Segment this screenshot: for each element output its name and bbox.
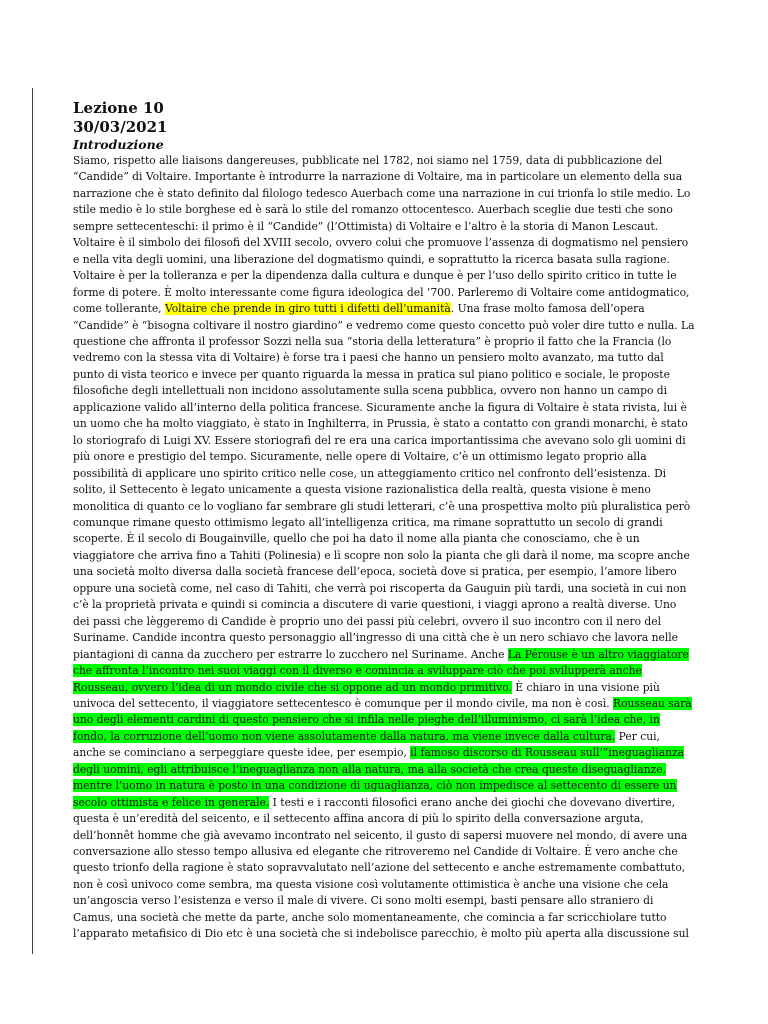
text-run: Siamo, rispetto alle liaisons dangereuses, pubblicate nel 1782, noi siamo nel 1759, data di pubblicazione del [73, 154, 663, 167]
text-line [73, 778, 729, 794]
text-run: viaggiatore che arriva fino a Tahiti (Polinesia) e lì scopre non solo la pianta che gli darà il nome, ma scopre anche [73, 548, 690, 562]
text-line [73, 893, 729, 909]
text-run: scoperte. È il secolo di Bougainville, quello che poi ha dato il nome alla pianta che conosciamo, che è un [73, 532, 640, 546]
highlighted-text-green: Rousseau sarà [613, 696, 692, 710]
text-line [73, 680, 729, 696]
text-line [73, 219, 729, 235]
text-run: una società molto diversa dalla società francese dell’epoca, società dove si pratica, per esempio, l’amore libero [73, 565, 677, 579]
text-run: lo storiografo di Luigi XV. Essere storiografi del re era una carica importantissima che avevano solo gli uomini di [73, 433, 686, 447]
text-run: . Una frase molto famosa dell’opera [450, 302, 645, 316]
text-run: applicazione valido all’interno della politica francese. Sicuramente anche la figura di Voltaire è stata rivista, lui è [73, 400, 687, 414]
text-run: Suriname. Candide incontra questo personaggio all’ingresso di una città che è un nero schiavo che lavora nelle [73, 631, 678, 645]
text-line [73, 811, 729, 827]
highlighted-text-green: fondo, la corruzione dell’uomo non viene assolutamente dalla natura, ma viene invece dalla cultura. [73, 729, 616, 743]
text-line [73, 433, 729, 449]
text-run: Camus, una società che mette da parte, anche solo momentaneamente, che comincia a far scricchiolare tutto [73, 910, 667, 924]
text-run: stile medio è lo stile borghese ed è sarà lo stile del romanzo ottocentesco. Auerbach sceglie due testi che sono [73, 203, 673, 217]
highlighted-text-green: degli uomini, egli attribuisce l’ineguaglianza non alla natura, ma alla società che crea queste diseguaglianze, [73, 762, 666, 776]
text-run: oppure una società come, nel caso di Tahiti, che verrà poi riscoperta da Gauguin più tardi, una società in cui non [73, 581, 687, 595]
text-line [73, 647, 729, 663]
text-run: “Candide” è “bisogna coltivare il nostro giardino” e vedremo come questo concetto può voler dire tutto e nulla. La [73, 318, 695, 332]
text-line [73, 910, 729, 926]
text-line [73, 515, 729, 531]
text-line [73, 416, 729, 432]
text-line [73, 153, 729, 169]
text-run: un’angoscia verso l’esistenza e verso il male di vivere. Ci sono molti esempi, basti pensare allo straniero di [73, 894, 654, 908]
text-run: Voltaire è il simbolo dei filosofi del XVIII secolo, ovvero colui che promuove l’assenza di dogmatismo nel pensiero [73, 236, 689, 250]
text-line [73, 828, 729, 844]
text-run: vedremo con la stessa vita di Voltaire) è forse tra i paesi che hanno un pensiero molto avanzato, ma tutto dal [73, 351, 664, 365]
text-run: questo trionfo della ragione è stato sopravvalutato nell’azione del settecento e anche estremamente combattuto, [73, 861, 686, 875]
text-run: solito, il Settecento è legato unicamente a questa visione razionalistica della realtà, questa visione è meno [73, 483, 651, 497]
text-run: “Candide” di Voltaire. Importante è introdurre la narrazione di Voltaire, ma in particolare un elemento della sua [73, 170, 683, 184]
text-run: l’apparato metafisico di Dio etc è una società che si indebolisce parecchio, è molto più aperta alla discussione sul [73, 927, 689, 941]
text-line [73, 367, 729, 383]
text-line [73, 285, 729, 301]
text-line [73, 663, 729, 679]
text-line [73, 449, 729, 465]
text-line [73, 581, 729, 597]
text-run: filosofiche degli intellettuali non incidono assolutamente sulla scena pubblica, ovvero non hanno un campo di [73, 384, 668, 398]
text-run: monolitica di quanto ce lo vogliano far sembrare gli studi letterari, c’è una prospettiva molto più pluralistica però [73, 499, 691, 513]
text-run: questa è un’eredità del seicento, e il settecento affina ancora di più lo spirito della conversazione arguta, [73, 812, 644, 826]
text-run: anche se cominciano a serpeggiare queste idee, per esempio, [73, 746, 411, 760]
document-content [73, 99, 729, 943]
text-run: I testi e i racconti filosofici erano anche dei giochi che dovevano divertire, [269, 795, 676, 809]
text-run: punto di vista teorico e invece per quanto riguarda la messa in pratica sul piano politico e sociale, le proposte [73, 367, 670, 381]
text-run: Per cui, [615, 729, 660, 743]
text-run: narrazione che è stato definito dal filologo tedesco Auerbach come una narrazione in cui trionfa lo stile medio. Lo [73, 186, 691, 200]
text-line [73, 301, 729, 317]
highlighted-text-green: il famoso discorso di Rousseau sull’”ineguaglianza [410, 746, 684, 760]
text-line [73, 712, 729, 728]
lesson-date: 30/03/2021 [73, 118, 168, 136]
highlighted-text-green: La Pérouse è un altro viaggiatore [507, 647, 689, 661]
text-line [73, 614, 729, 630]
text-line [73, 729, 729, 745]
text-run: possibilità di applicare uno spirito critico nelle cose, un atteggiamento critico nel confronto dell’esistenza. Di [73, 466, 667, 480]
text-line [73, 383, 729, 399]
highlighted-text-green: secolo ottimista e felice in generale. [73, 795, 270, 809]
text-line [73, 252, 729, 268]
text-run: piantagioni di canna da zucchero per estrarre lo zucchero nel Suriname. Anche [73, 647, 508, 661]
text-line [73, 400, 729, 416]
text-line [73, 531, 729, 547]
text-line [73, 268, 729, 284]
text-run: dei passi che lèggeremo di Candide è proprio uno dei passi più celebri, ovvero il suo incontro con il nero del [73, 614, 661, 628]
text-run: come tollerante, [73, 302, 165, 316]
text-line [73, 745, 729, 761]
highlighted-text-green: che affronta l’incontro nei suoi viaggi con il diverso e comincia a sviluppare ciò che poi svilupperà anche [73, 664, 642, 678]
left-margin-line [32, 88, 33, 954]
text-run: un uomo che ha molto viaggiato, è stato in Inghilterra, in Prussia, è stato a contatto con grandi monarchi, è stato [73, 417, 688, 431]
text-line [73, 877, 729, 893]
text-run: univoca del settecento, il viaggiatore settecentesco è comunque per il mondo civile, ma non è così. [73, 696, 614, 710]
highlighted-text-green: mentre l’uomo in natura è posto in una condizione di uguaglianza, ciò non impedisce al settecento di essere un [73, 779, 677, 793]
highlighted-text-yellow: Voltaire che prende in giro tutti i difetti dell’umanità [164, 302, 451, 316]
text-run: non è così univoco come sembra, ma questa visione così volutamente ottimistica è anche una visione che cela [73, 877, 669, 891]
text-run: forme di potere. È molto interessante come figura ideologica del ’700. Parleremo di Voltaire come antidogmatico, [73, 285, 690, 299]
lesson-title: Lezione 10 [73, 99, 164, 117]
text-line [73, 466, 729, 482]
body-paragraph [73, 153, 729, 943]
text-line [73, 202, 729, 218]
text-line [73, 564, 729, 580]
text-line [73, 597, 729, 613]
text-run: questione che affronta il professor Sozzi nella sua “storia della letteratura” è proprio il fatto che la Francia (lo [73, 334, 672, 348]
text-run: conversazione allo stesso tempo allusiva ed elegante che ritroveremo nel Candide di Voltaire. È vero anche che [73, 845, 678, 859]
text-line [73, 334, 729, 350]
text-line [73, 844, 729, 860]
text-run: È chiaro in una visione più [511, 680, 660, 694]
text-line [73, 235, 729, 251]
text-line [73, 318, 729, 334]
text-line [73, 482, 729, 498]
highlighted-text-green: Rousseau, ovvero l’idea di un mondo civile che si oppone ad un mondo primitivo. [73, 680, 512, 694]
text-run: più onore e prestigio del tempo. Sicuramente, nelle opere di Voltaire, c’è un ottimismo legato proprio alla [73, 450, 647, 464]
text-line [73, 696, 729, 712]
text-run: comunque rimane questo ottimismo legato all’intelligenza critica, ma rimane soprattutto un secolo di grandi [73, 515, 663, 529]
text-line [73, 350, 729, 366]
text-line [73, 169, 729, 185]
text-run: sempre settecenteschi: il primo è il “Candide” (l’Ottimista) di Voltaire e l’altro è la storia di Manon Lescaut. [73, 219, 659, 233]
section-heading: Introduzione [73, 137, 164, 152]
highlighted-text-green: uno degli elementi cardini di questo pensiero che si infila nelle pieghe dell’illuminismo, ci sarà l’idea che, in [73, 713, 660, 727]
text-line [73, 926, 729, 942]
text-line [73, 860, 729, 876]
text-line [73, 795, 729, 811]
text-run: dell’honnêt homme che già avevamo incontrato nel seicento, il gusto di sapersi muovere nel mondo, di avere una [73, 828, 688, 842]
text-line [73, 186, 729, 202]
text-run: Voltaire è per la tolleranza e per la dipendenza dalla cultura e dunque è per l’uso dello spirito critico in tutte le [73, 269, 677, 283]
text-line [73, 548, 729, 564]
text-run: c’è la proprietà privata e quindi si comincia a discutere di varie questioni, i viaggi aprono a realtà diverse. Uno [73, 598, 677, 612]
text-line [73, 762, 729, 778]
text-line [73, 630, 729, 646]
text-run: e nella vita degli uomini, una liberazione del dogmatismo quindi, e soprattutto la ricerca basata sulla ragione. [73, 252, 670, 266]
text-line [73, 499, 729, 515]
